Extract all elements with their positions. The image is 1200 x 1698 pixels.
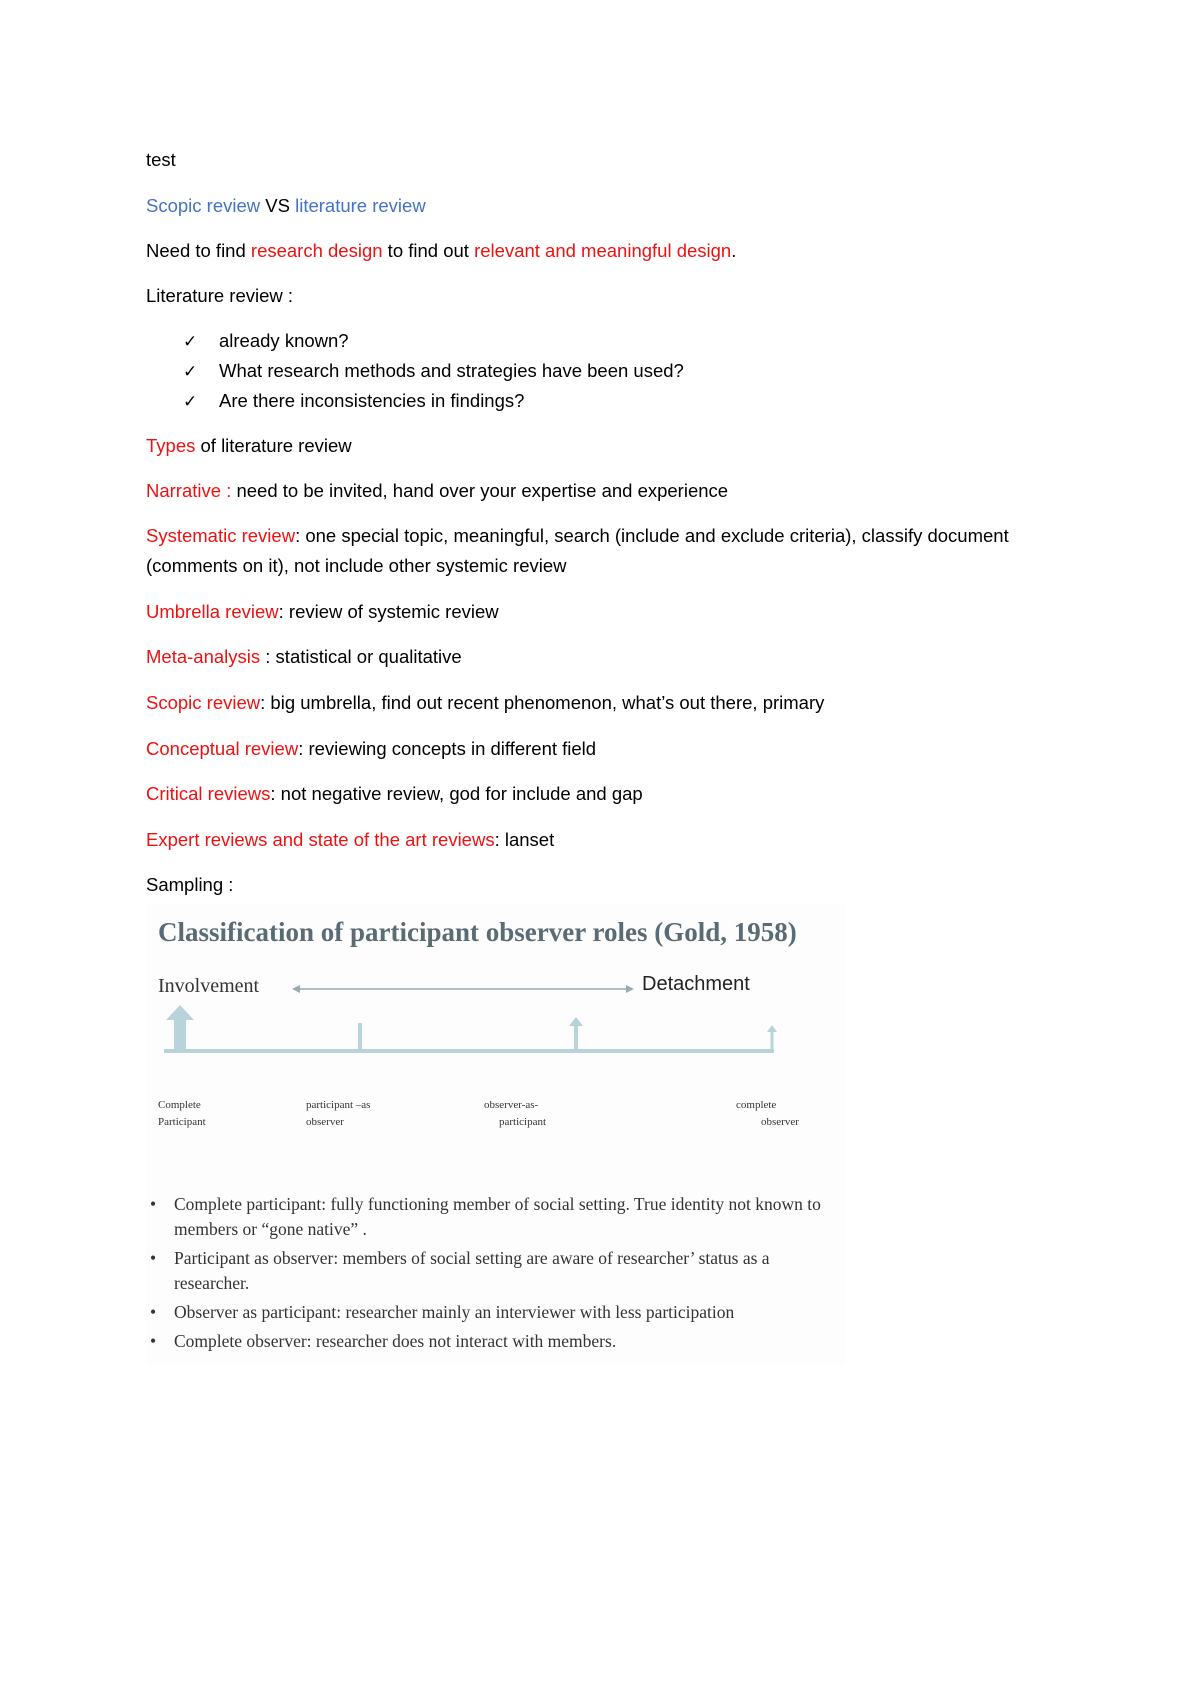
bullet-text: Complete participant: fully functioning member of social setting. True identity not known to members or “gone native” . — [174, 1194, 821, 1239]
need-text-a: Need to find — [146, 240, 251, 261]
scopic-term: Scopic review — [146, 692, 261, 713]
continuum-diagram — [146, 905, 846, 1105]
scopic-text: : big umbrella, find out recent phenomenon, what’s out there, primary — [260, 692, 825, 713]
need-text-d: relevant and meaningful design — [474, 240, 732, 261]
meta-term: Meta-analysis — [146, 646, 261, 667]
list-item — [146, 1192, 846, 1242]
literature-review-label: Literature review : — [146, 285, 294, 306]
involvement-label: Involvement — [158, 975, 260, 997]
role-line: observer — [761, 1116, 799, 1128]
role-label-observer-as-participant — [484, 1097, 546, 1131]
up-arrow-icon — [767, 1025, 777, 1053]
role-label-participant-as-observer — [306, 1097, 370, 1131]
checklist-text: Are there inconsistencies in findings? — [219, 390, 525, 411]
critical-line — [146, 779, 643, 809]
umbrella-term: Umbrella review — [146, 601, 279, 622]
list-item — [146, 1329, 846, 1354]
umbrella-line — [146, 597, 499, 627]
types-term: Types — [146, 435, 196, 456]
scopic-review-link: Scopic review — [146, 195, 261, 216]
list-item — [146, 1300, 846, 1325]
narrative-term: Narrative : — [146, 480, 232, 501]
need-text-b: research design — [250, 240, 383, 261]
critical-term: Critical reviews — [146, 783, 271, 804]
meta-analysis-line — [146, 642, 462, 672]
role-line: complete — [736, 1099, 777, 1111]
conceptual-term: Conceptual review — [146, 738, 299, 759]
expert-term: Expert reviews and state of the art reviews — [146, 829, 495, 850]
role-line: Participant — [158, 1116, 206, 1128]
systematic-text: : one special topic, meaningful, search (include and exclude criteria), classify document (comments on it), not include other systemic review — [146, 525, 1009, 576]
up-arrow-icon — [569, 1017, 583, 1051]
systematic-term: Systematic review — [146, 525, 296, 546]
need-text-e: . — [731, 240, 737, 261]
bullet-icon: • — [150, 1194, 157, 1214]
literature-review-link: literature review — [295, 195, 426, 216]
types-text: of literature review — [195, 435, 352, 456]
scopic-line — [146, 688, 824, 718]
vs-text: VS — [260, 195, 296, 216]
bullet-text: Complete observer: researcher does not interact with members. — [174, 1331, 617, 1351]
checklist-item — [183, 356, 684, 387]
role-label-complete-participant — [158, 1097, 206, 1131]
narrative-text: need to be invited, hand over your expertise and experience — [231, 480, 729, 501]
need-text-c: to find out — [382, 240, 475, 261]
checklist-text: already known? — [219, 330, 349, 351]
list-item — [146, 1246, 846, 1296]
types-line — [146, 431, 352, 461]
figure-bullet-list — [146, 1192, 846, 1358]
checkmark-icon: ✓ — [183, 332, 198, 352]
checkmark-icon: ✓ — [183, 392, 198, 412]
role-line: observer-as- — [484, 1099, 539, 1111]
bullet-text: Observer as participant: researcher mainly an interviewer with less participation — [174, 1302, 735, 1322]
role-line: participant — [499, 1116, 547, 1128]
checklist-item — [183, 326, 349, 357]
conceptual-text: : reviewing concepts in different field — [298, 738, 597, 759]
up-arrow-icon — [166, 1005, 194, 1051]
need-line — [146, 236, 736, 266]
critical-text: : not negative review, god for include and gap — [270, 783, 643, 804]
bullet-icon: • — [150, 1331, 157, 1351]
role-line: Complete — [158, 1099, 201, 1111]
role-line: observer — [306, 1116, 344, 1128]
expert-line — [146, 825, 554, 855]
bullet-text: Participant as observer: members of social setting are aware of researcher’ status as a researcher. — [174, 1248, 770, 1293]
conceptual-line — [146, 734, 596, 764]
systematic-line — [146, 521, 1026, 581]
test-line: test — [146, 149, 176, 170]
detachment-label: Detachment — [642, 973, 750, 995]
sampling-line: Sampling : — [146, 874, 234, 895]
figure-title: Classification of participant observer roles (Gold, 1958) — [158, 917, 797, 947]
bullet-icon: • — [150, 1248, 157, 1268]
checklist-text: What research methods and strategies have been used? — [219, 360, 684, 381]
heading-line — [146, 191, 426, 221]
bullet-icon: • — [150, 1302, 157, 1322]
checkmark-icon: ✓ — [183, 362, 198, 382]
expert-text: : lanset — [494, 829, 555, 850]
narrative-line — [146, 476, 728, 506]
role-line: participant –as — [306, 1099, 371, 1111]
meta-text: : statistical or qualitative — [260, 646, 462, 667]
double-arrow-icon — [292, 985, 634, 993]
role-label-complete-observer — [736, 1097, 799, 1131]
umbrella-text: : review of systemic review — [278, 601, 499, 622]
checklist-item — [183, 386, 524, 417]
participant-observer-figure — [146, 905, 846, 1365]
